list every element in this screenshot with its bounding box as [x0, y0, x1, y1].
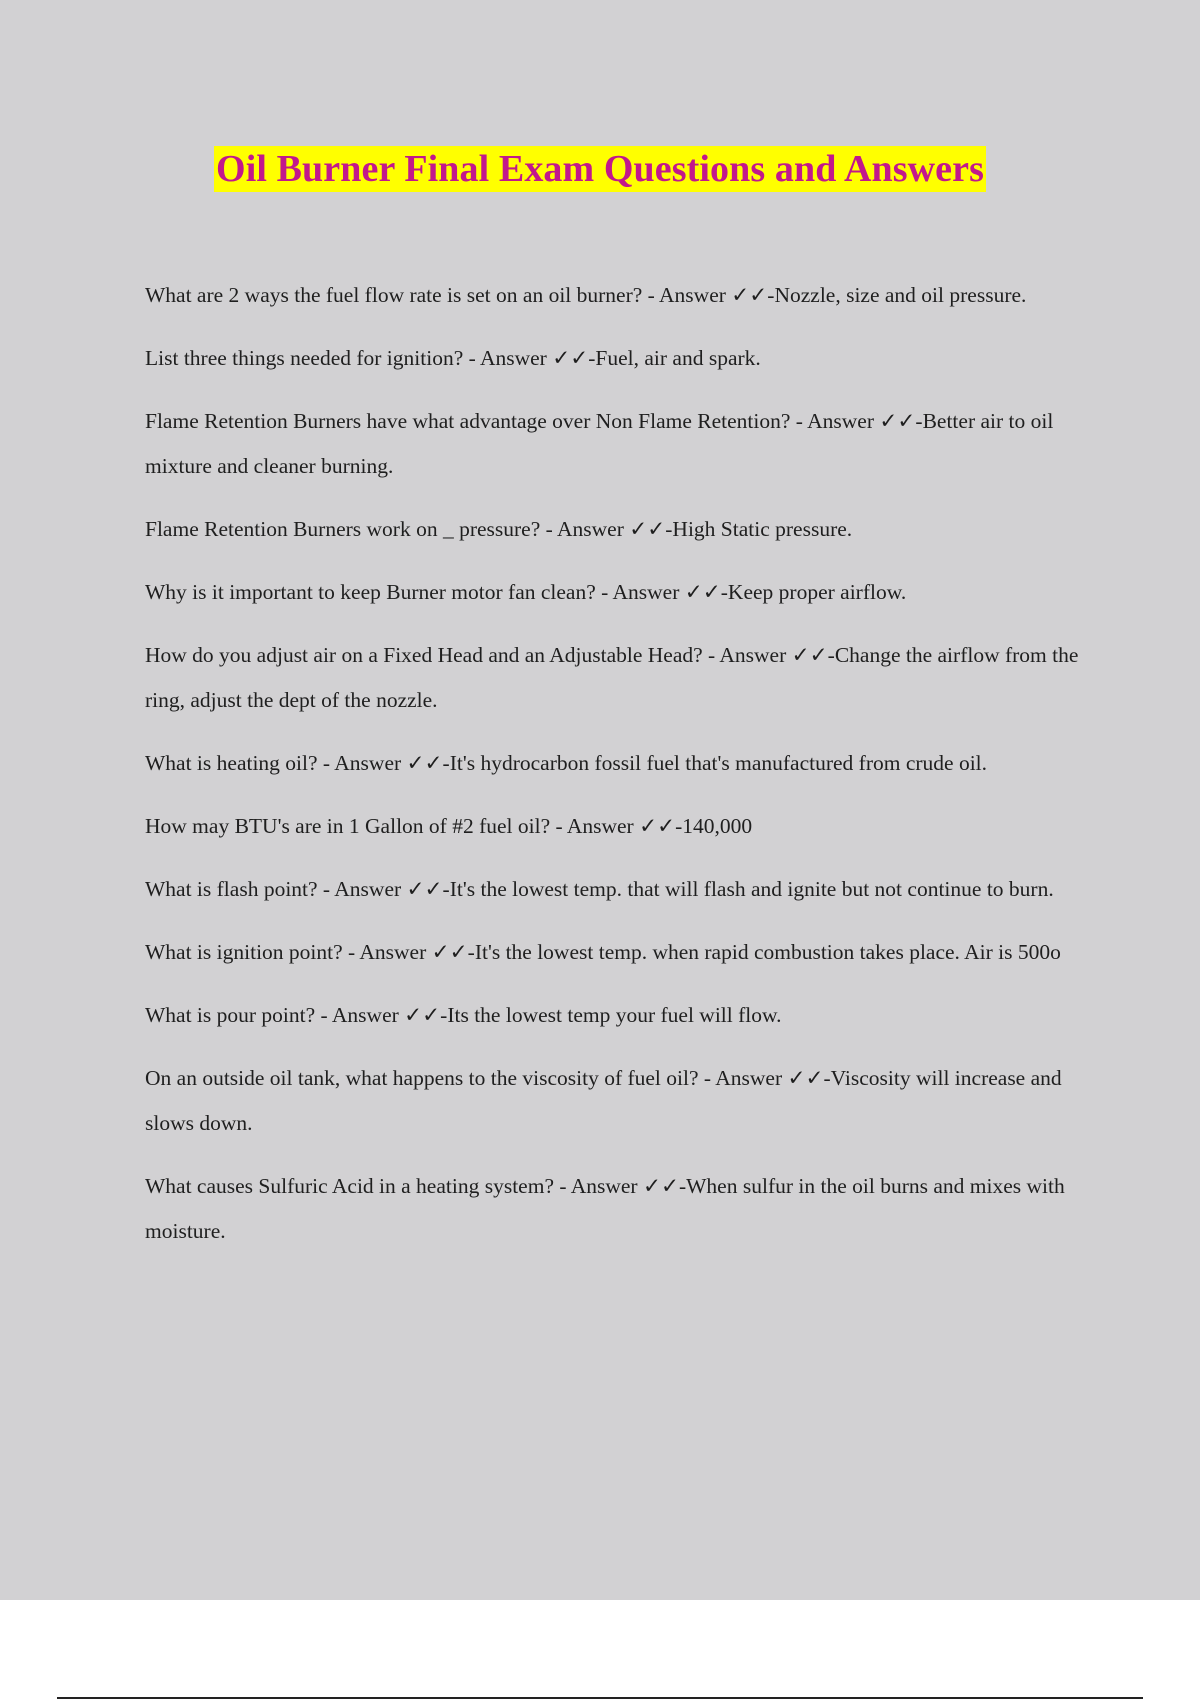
qa-item: What causes Sulfuric Acid in a heating system? - Answer ✓✓-When sulfur in the oil burns and mixes with moisture.: [145, 1174, 1065, 1243]
qa-item: Flame Retention Burners work on _ pressure? - Answer ✓✓-High Static pressure.: [145, 517, 853, 541]
qa-list: [145, 273, 1090, 1272]
qa-item: Why is it important to keep Burner motor fan clean? - Answer ✓✓-Keep proper airflow.: [145, 580, 907, 604]
document-title: Oil Burner Final Exam Questions and Answers: [216, 148, 984, 190]
footer-divider: [57, 1697, 1143, 1699]
title-container: [0, 146, 1200, 192]
qa-item: How may BTU's are in 1 Gallon of #2 fuel oil? - Answer ✓✓-140,000: [145, 814, 753, 838]
qa-item: What is heating oil? - Answer ✓✓-It's hydrocarbon fossil fuel that's manufactured from crude oil.: [145, 751, 988, 775]
qa-item: How do you adjust air on a Fixed Head and an Adjustable Head? - Answer ✓✓-Change the airflow from the ring, adjust the dept of the nozzle.: [145, 643, 1079, 712]
qa-item: Flame Retention Burners have what advantage over Non Flame Retention? - Answer ✓✓-Better air to oil mixture and cleaner burning.: [145, 409, 1054, 478]
qa-item: What is flash point? - Answer ✓✓-It's the lowest temp. that will flash and ignite but not continue to burn.: [145, 877, 1054, 901]
qa-item: List three things needed for ignition? - Answer ✓✓-Fuel, air and spark.: [145, 346, 761, 370]
qa-item: What are 2 ways the fuel flow rate is set on an oil burner? - Answer ✓✓-Nozzle, size and oil pressure.: [145, 283, 1027, 307]
qa-item: On an outside oil tank, what happens to the viscosity of fuel oil? - Answer ✓✓-Viscosity will increase and slows down.: [145, 1066, 1062, 1135]
qa-item: What is pour point? - Answer ✓✓-Its the lowest temp your fuel will flow.: [145, 1003, 782, 1027]
qa-item: What is ignition point? - Answer ✓✓-It's the lowest temp. when rapid combustion takes place. Air is 500o: [145, 940, 1061, 964]
